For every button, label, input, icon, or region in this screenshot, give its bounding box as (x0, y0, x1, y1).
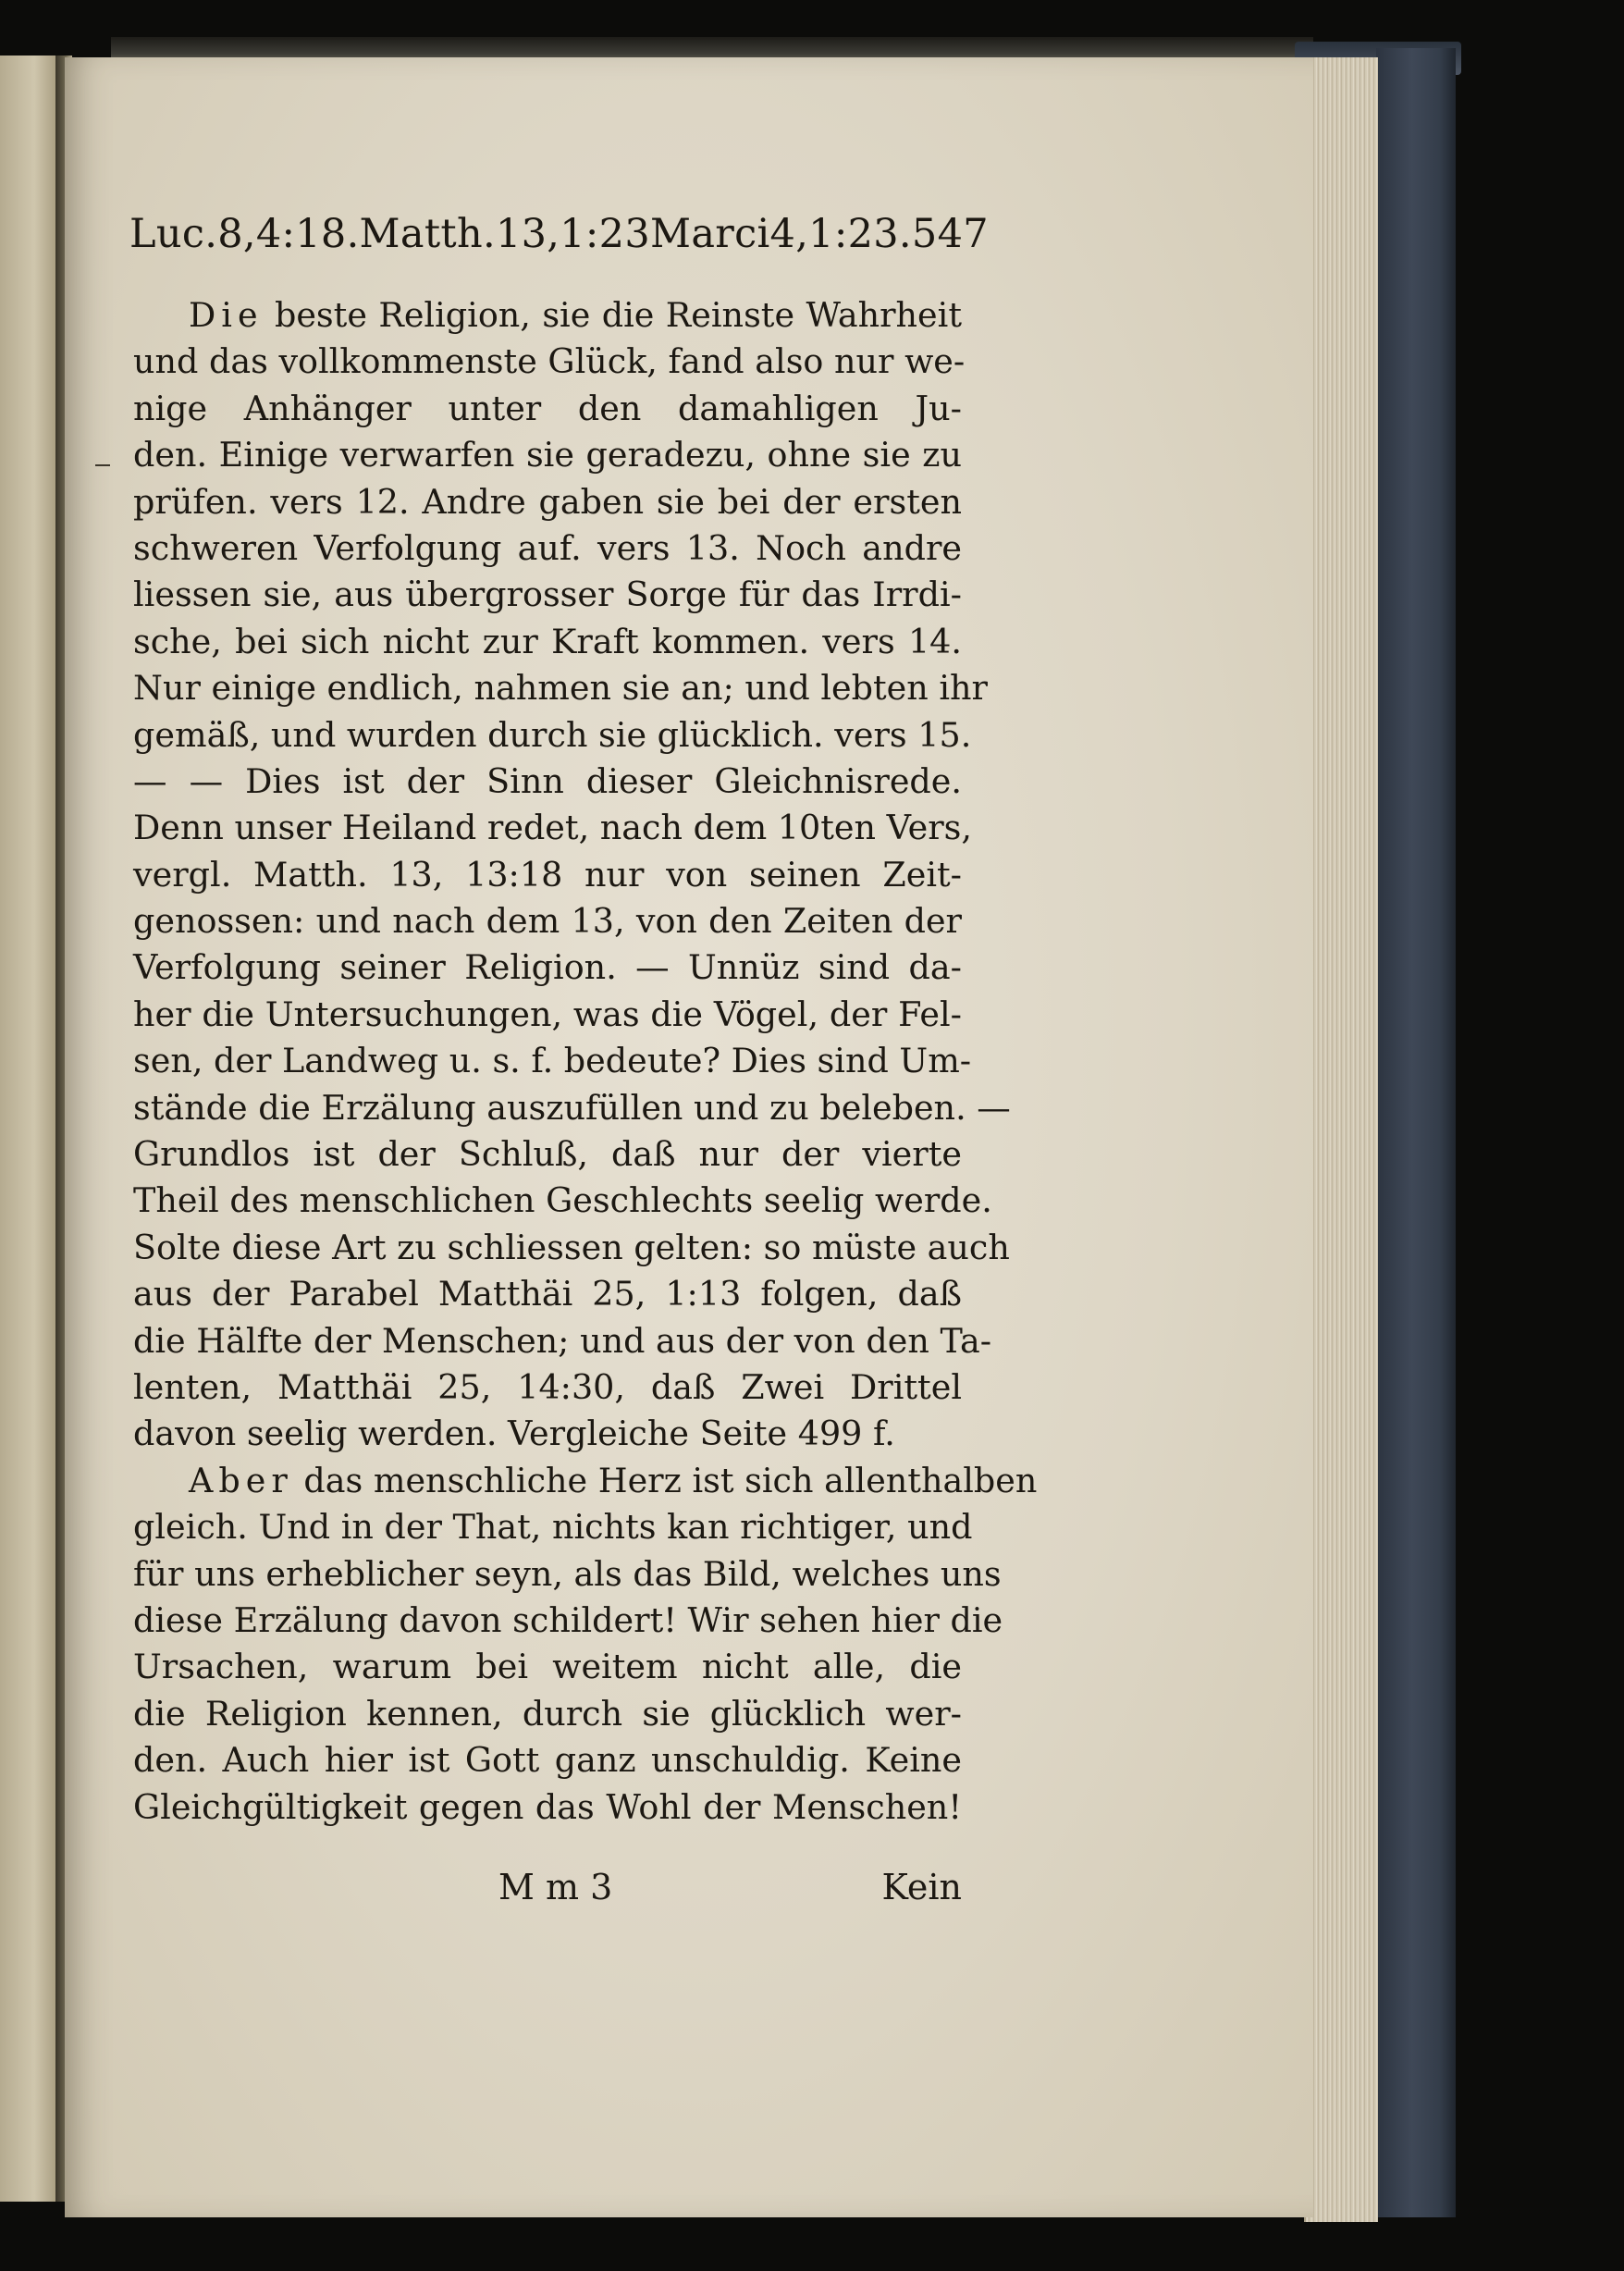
text-line: davon seelig werden. Vergleiche Seite 499 f. (133, 1413, 895, 1454)
lead-word: Aber (189, 1460, 293, 1500)
catchword: Kein (881, 1867, 962, 1907)
text-line: Solte diese Art zu schliessen gelten: so müste auch (133, 1227, 1010, 1267)
text-line: gleich. Und in der That, nichts kan richtiger, und (133, 1507, 973, 1548)
text-line: sche, bei sich nicht zur Kraft kommen. vers 14. (133, 621, 962, 661)
page-number: 547 (911, 211, 989, 257)
text-line: schweren Verfolgung auf. vers 13. Noch andre (133, 527, 962, 568)
text-line: genossen: und nach dem 13, von den Zeiten der (133, 901, 962, 942)
text-line: vergl. Matth. 13, 13:18 nur von seinen Zeit- (133, 854, 962, 895)
text-line: gemäß, und wurden durch sie glücklich. vers 15. (133, 714, 972, 755)
signature-mark: M m 3 (498, 1867, 613, 1907)
page-block-fore-edge (1304, 57, 1378, 2222)
running-head (129, 211, 989, 257)
text-line: liessen sie, aus übergrosser Sorge für das Irrdi- (133, 574, 962, 615)
text-line: aus der Parabel Matthäi 25, 1:13 folgen, daß (133, 1274, 962, 1314)
page-footer (133, 1867, 962, 1907)
text-line: Grundlos ist der Schluß, daß nur der vierte (133, 1134, 962, 1175)
text-line: Die beste Religion, sie die Reinste Wahrheit (189, 295, 962, 335)
text-line: Denn unser Heiland redet, nach dem 10ten Vers, (133, 808, 972, 848)
text-line: diese Erzälung davon schildert! Wir sehen hier die (133, 1599, 1003, 1640)
margin-mark (95, 464, 110, 466)
text-line: her die Untersuchungen, was die Vögel, der Fel- (133, 994, 962, 1034)
text-line: den. Einige verwarfen sie geradezu, ohne sie zu (133, 435, 962, 475)
scripture-reference: Luc.8,4:18.Matth.13,1:23Marci4,1:23. (129, 211, 912, 257)
text-line: Theil des menschlichen Geschlechts seelig werde. (133, 1180, 992, 1221)
text-line: den. Auch hier ist Gott ganz unschuldig. Keine (133, 1740, 962, 1781)
text-line: stände die Erzälung auszufüllen und zu beleben. — (133, 1087, 1011, 1128)
text-line: prüfen. vers 12. Andre gaben sie bei der ersten (133, 481, 962, 522)
cover-board (1376, 48, 1456, 2217)
text-line: die Hälfte der Menschen; und aus der von den Ta- (133, 1320, 992, 1361)
text-line: nige Anhänger unter den damahligen Ju- (133, 388, 962, 428)
text-line: und das vollkommenste Glück, fand also nur we- (133, 341, 966, 382)
text-line: Nur einige endlich, nahmen sie an; und lebten ihr (133, 668, 988, 709)
text-line: Ursachen, warum bei weitem nicht alle, die (133, 1647, 962, 1687)
facing-page-edge (0, 56, 57, 2202)
lead-word: Die (189, 295, 264, 335)
text-line: sen, der Landweg u. s. f. bedeute? Dies sind Um- (133, 1041, 972, 1081)
text-line: — — Dies ist der Sinn dieser Gleichnisrede. (133, 760, 962, 801)
text-line: Aber das menschliche Herz ist sich allenthalben (189, 1460, 1038, 1500)
text-line: für uns erheblicher seyn, als das Bild, welches uns (133, 1553, 1002, 1594)
text-line: die Religion kennen, durch sie glücklich wer- (133, 1693, 962, 1734)
text-line: Verfolgung seiner Religion. — Unnüz sind da- (133, 947, 962, 988)
text-line: Gleichgültigkeit gegen das Wohl der Menschen! (133, 1786, 962, 1827)
text-line: lenten, Matthäi 25, 14:30, daß Zwei Drittel (133, 1366, 962, 1407)
body-text (133, 292, 1038, 1831)
